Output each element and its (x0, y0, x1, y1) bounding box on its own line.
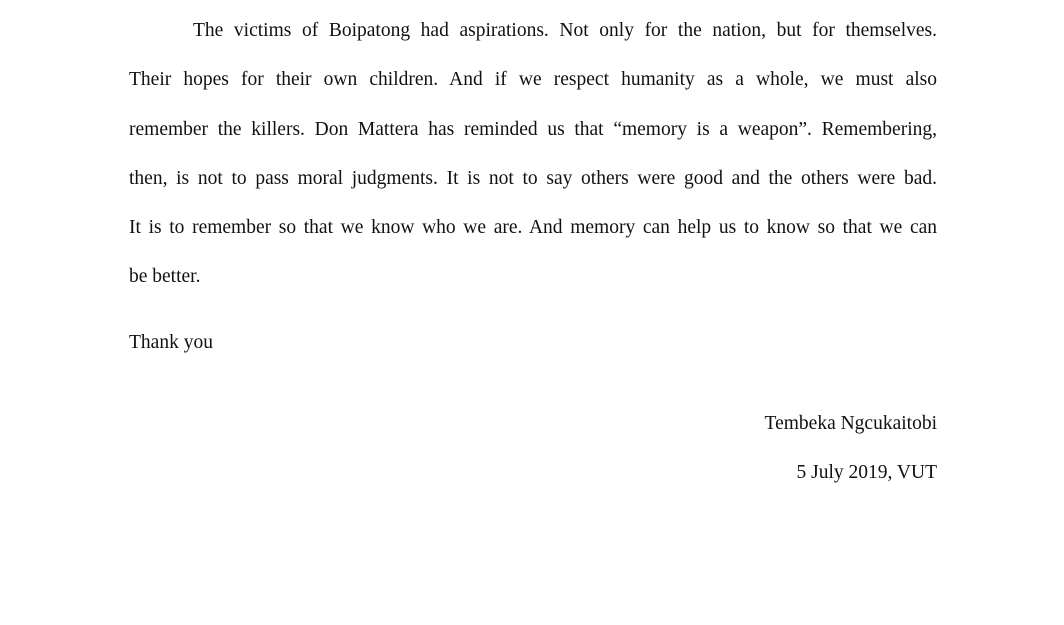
paragraph-line: be better. (129, 266, 201, 288)
closing-text: Thank you (129, 332, 213, 353)
signature-block (765, 399, 937, 497)
paragraph-line: The victims of Boipatong had aspirations. Not only for the nation, but for themselves. (193, 20, 937, 41)
paragraph-line: then, is not to pass moral judgments. It is not to say others were good and the others were bad. (129, 167, 937, 189)
speech-paragraph (129, 6, 937, 302)
date-place: 5 July 2019, VUT (796, 462, 937, 483)
paragraph-line: Their hopes for their own children. And if we respect humanity as a whole, we must also (129, 69, 937, 91)
author-name: Tembeka Ngcukaitobi (764, 413, 937, 434)
paragraph-line: remember the killers. Don Mattera has reminded us that “memory is a weapon”. Remembering, (129, 118, 937, 140)
paragraph-line: It is to remember so that we know who we are. And memory can help us to know so that we can (129, 217, 937, 239)
